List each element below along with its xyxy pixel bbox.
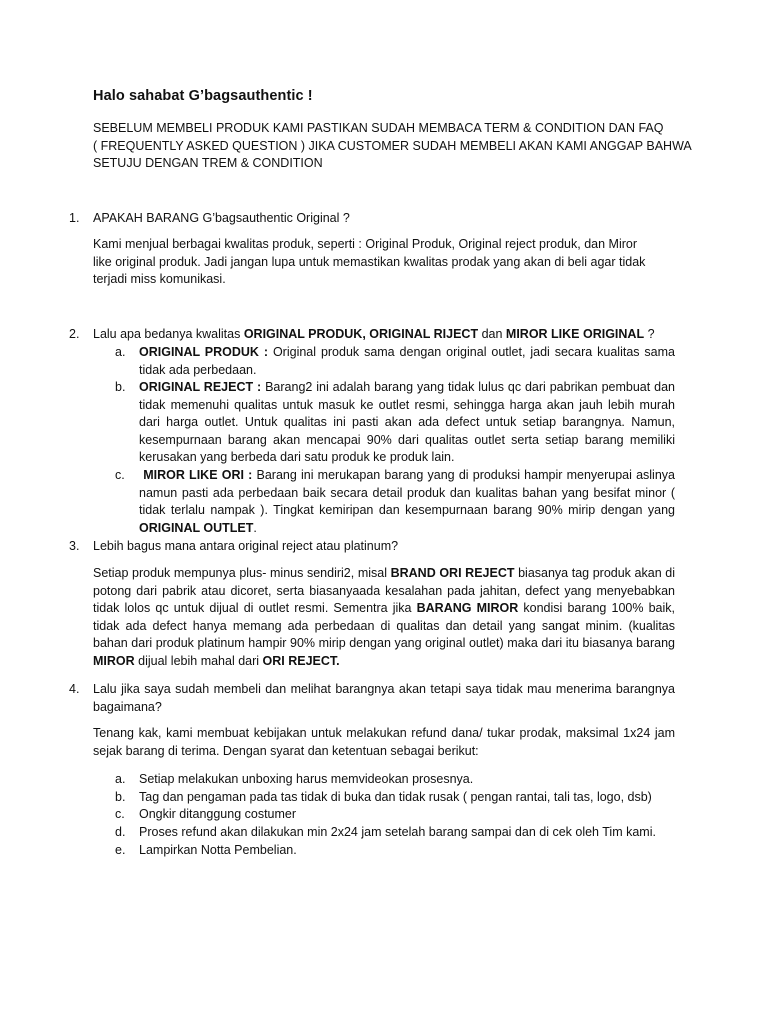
condition-text: Setiap melakukan unboxing harus memvideokan prosesnya.	[139, 772, 474, 786]
answer-text: biasanya tag produk akan di potong dari pabrik atau dicoret, serta biasanyaada kesalahan pada jahitan, defect yang menyebabkan tidak lolos qc untuk dijual di outlet resmi. Sementra jika	[93, 566, 675, 616]
question-bold: MIROR LIKE ORIGINAL	[505, 327, 645, 341]
sub-item-text: Original produk sama dengan original outlet, jadi secara kualitas sama tidak ada perbedaan.	[139, 345, 675, 377]
condition-item	[115, 771, 699, 789]
answer-bold: MIROR	[93, 653, 135, 668]
answer-line: like original produk. Jadi jangan lupa untuk memastikan kwalitas prodak yang akan di beli agar tidak	[93, 254, 646, 269]
faq-answer-1	[93, 236, 693, 289]
answer-text: Setiap produk mempunya plus- minus sendiri2, misal	[93, 566, 391, 580]
intro-line-3: SETUJU DENGAN TREM & CONDITION	[93, 156, 323, 171]
faq-number: 3.	[69, 539, 80, 553]
answer-text: dijual lebih mahal dari	[134, 653, 263, 668]
answer-bold: ORI REJECT.	[262, 653, 340, 668]
faq-answer-3	[93, 565, 675, 671]
question-text: ?	[644, 327, 655, 341]
condition-label: a.	[115, 772, 126, 786]
answer-line: Kami menjual berbagai kwalitas produk, seperti : Original Produk, Original reject produk, dan Miror	[93, 237, 638, 251]
question-bold: ORIGINAL PRODUK, ORIGINAL RIJECT	[243, 327, 479, 341]
sub-item-text: Barang2 ini adalah barang yang tidak lulus qc dari pabrikan pembuat dan tidak memenuhi qualitas untuk masuk ke outlet resmi, sehingga harga akan jauh lebih murah dari harga outlet. Untuk qualitas ini pasti akan ada defect untuk setiap barangnya. Namun, kesempurnaan barang akan mencapai 90% dari qualitas outlet serta setiap barang memiliki kerusakan yang berbeda dari satu produk ke produk lain.	[139, 380, 675, 465]
sub-item-bold-end: ORIGINAL OUTLET	[139, 520, 254, 535]
faq-question-1	[69, 210, 675, 228]
sub-item-label: a.	[115, 345, 126, 359]
intro-line-1: SEBELUM MEMBELI PRODUK KAMI PASTIKAN SUDAH MEMBACA TERM & CONDITION DAN FAQ	[93, 121, 664, 135]
condition-text: Proses refund akan dilakukan min 2x24 jam setelah barang sampai dan di cek oleh Tim kami.	[139, 825, 656, 839]
faq-question-2	[69, 326, 675, 344]
question-text: dan	[478, 327, 506, 341]
answer-bold: BARANG MIROR	[416, 601, 519, 616]
faq-number: 4.	[69, 682, 80, 696]
faq-number: 2.	[69, 327, 80, 341]
condition-item	[115, 789, 699, 807]
sub-item-heading: ORIGINAL PRODUK :	[139, 345, 269, 359]
answer-line: terjadi miss komunikasi.	[93, 272, 226, 287]
faq-answer-4	[93, 725, 675, 760]
condition-label: c.	[115, 807, 125, 821]
condition-label: d.	[115, 825, 126, 839]
condition-text: Tag dan pengaman pada tas tidak di buka dan tidak rusak ( pengan rantai, tali tas, logo, dsb)	[139, 790, 652, 804]
faq-question-text: APAKAH BARANG G’bagsauthentic Original ?	[93, 211, 350, 225]
faq-question-3	[69, 538, 675, 556]
answer-text: kondisi barang 100% baik, tidak ada defect hanya memang ada perbedaan di qualitas dan detail yang sangat minim. (kualitas bahan dari produk platinum hampir 90% mirip dengan yang original outlet) maka dari itu biasanya barang	[93, 601, 675, 651]
sub-item-heading: MIROR LIKE ORI :	[143, 468, 253, 482]
answer-text: Tenang kak, kami membuat kebijakan untuk melakukan refund dana/ tukar prodak, maksimal 1x24 jam sejak barang di terima. Dengan syarat dan ketentuan sebagai berikut:	[93, 726, 675, 758]
answer-bold: BRAND ORI REJECT	[390, 566, 515, 580]
condition-label: b.	[115, 790, 126, 804]
document-title: Halo sahabat G’bagsauthentic !	[93, 88, 313, 104]
sub-item-b	[115, 379, 675, 467]
question-text: Lalu apa bedanya kwalitas	[93, 327, 244, 341]
sub-item-label: b.	[115, 380, 126, 394]
sub-item-c	[115, 467, 675, 537]
faq-number: 1.	[69, 211, 80, 225]
condition-item	[115, 842, 699, 860]
sub-item-text: Barang ini merukapan barang yang di produksi hampir menyerupai aslinya namun pasti ada perbedaan baik secara detail produk dan kualitas bahan yang besifat minor ( tidak terlalu nampak ). Tingkat kemiripan dan kesempurnaan barang 90% mirip dengan yang	[139, 468, 675, 518]
sub-item-heading: ORIGINAL REJECT :	[139, 380, 262, 394]
intro-line-2: ( FREQUENTLY ASKED QUESTION ) JIKA CUSTOMER SUDAH MEMBELI AKAN KAMI ANGGAP BAHWA	[93, 138, 692, 153]
sub-item-a	[115, 344, 675, 379]
sub-item-end: .	[253, 520, 257, 535]
faq-question-text: Lalu jika saya sudah membeli dan melihat barangnya akan tetapi saya tidak mau menerima barangnya bagaimana?	[93, 682, 675, 714]
faq-question-text: Lebih bagus mana antara original reject atau platinum?	[93, 539, 399, 553]
condition-item	[115, 824, 699, 842]
faq-question-4	[69, 681, 675, 716]
condition-label: e.	[115, 843, 126, 857]
condition-text: Ongkir ditanggung costumer	[139, 807, 297, 821]
intro-notice	[93, 120, 693, 173]
condition-text: Lampirkan Notta Pembelian.	[139, 843, 297, 857]
sub-item-label: c.	[115, 468, 125, 482]
condition-item	[115, 806, 699, 824]
